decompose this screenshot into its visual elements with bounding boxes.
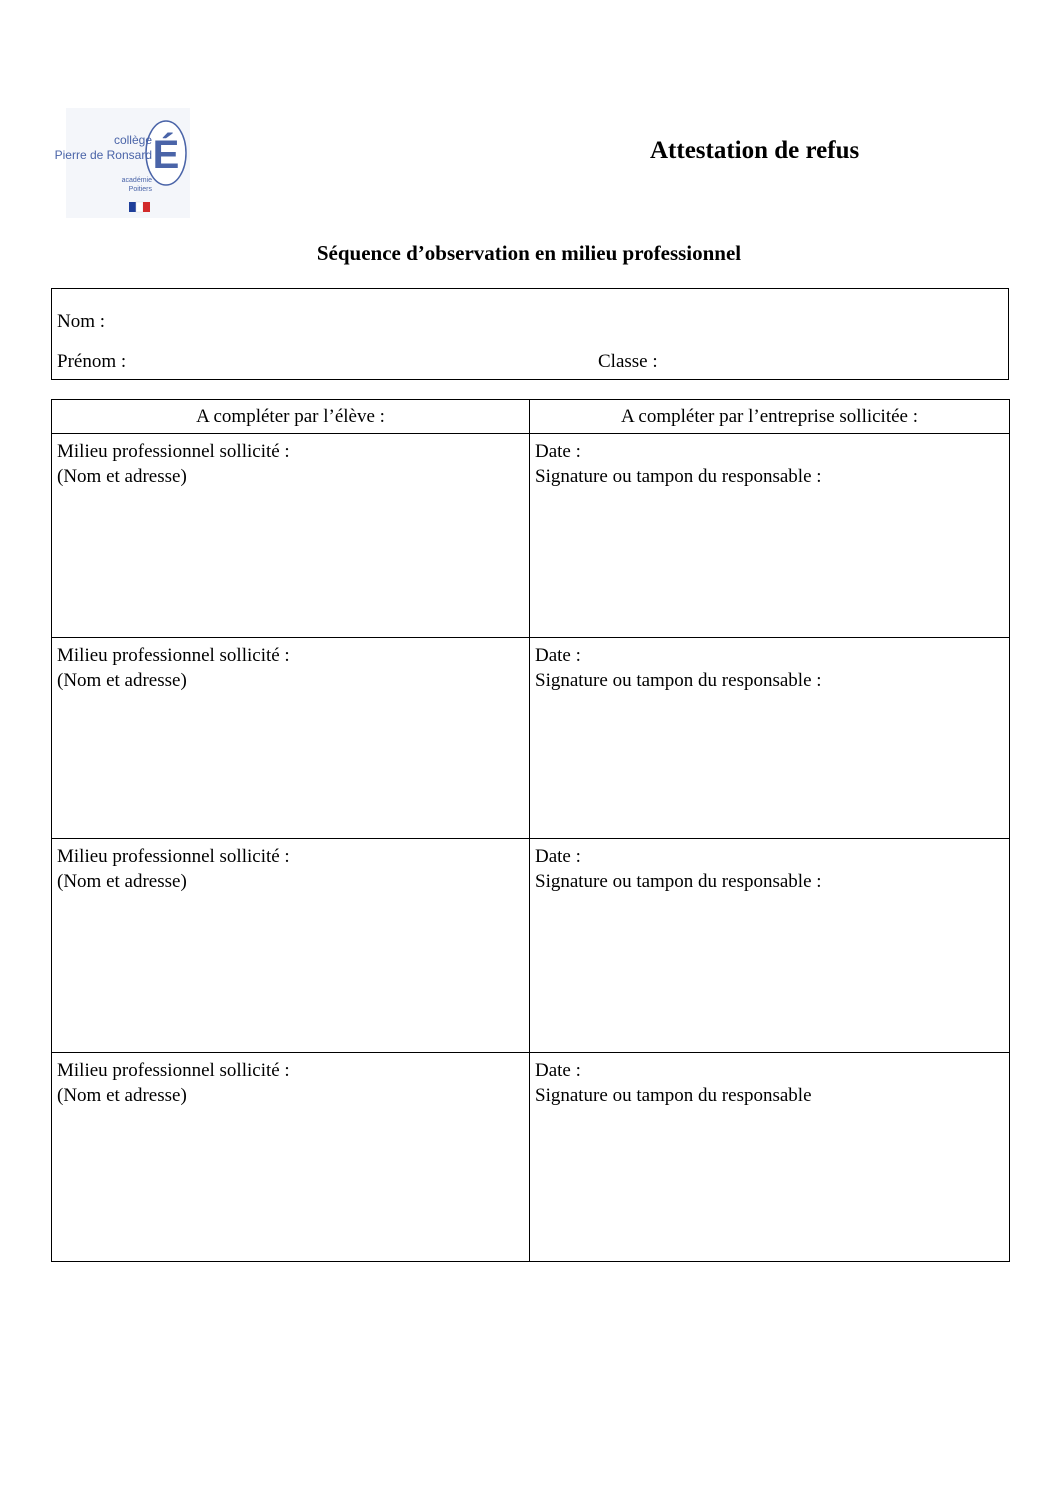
header-student: A compléter par l’élève : (52, 400, 530, 434)
company-signature-label: Signature ou tampon du responsable : (535, 670, 822, 691)
classe-label: Classe : (598, 351, 658, 372)
student-cell[interactable] (52, 839, 530, 1053)
student-cell-hint: (Nom et adresse) (57, 871, 187, 892)
company-cell[interactable] (530, 638, 1010, 839)
company-date-label: Date : (535, 645, 581, 666)
college-logo-graphic (54, 108, 190, 218)
company-signature-label: Signature ou tampon du responsable : (535, 466, 822, 487)
company-cell[interactable] (530, 434, 1010, 638)
company-cell[interactable] (530, 1053, 1010, 1262)
nom-label: Nom : (57, 311, 106, 332)
college-logo (54, 108, 190, 218)
student-cell[interactable] (52, 434, 530, 638)
refusal-table (51, 399, 1010, 1262)
logo-letter: É (152, 133, 180, 177)
company-date-label: Date : (535, 846, 581, 867)
student-cell-label: Milieu professionnel sollicité : (57, 645, 290, 666)
logo-line-poitiers: Poitiers (128, 186, 152, 193)
logo-line-school-name: Pierre de Ronsard (54, 148, 152, 162)
table-row (52, 1053, 1010, 1262)
prenom-label: Prénom : (57, 351, 127, 372)
company-signature-label: Signature ou tampon du responsable (535, 1085, 812, 1106)
student-cell-label: Milieu professionnel sollicité : (57, 441, 290, 462)
company-cell[interactable] (530, 839, 1010, 1053)
student-identity-box (51, 288, 1009, 380)
student-cell[interactable] (52, 1053, 530, 1262)
document-subtitle: Séquence d’observation en milieu professionnel (316, 241, 742, 265)
company-date-label: Date : (535, 441, 581, 462)
header-company: A compléter par l’entreprise sollicitée : (530, 400, 1010, 434)
logo-line-academie: académie (121, 177, 152, 184)
student-cell-label: Milieu professionnel sollicité : (57, 1060, 290, 1081)
logo-line-college: collège (113, 133, 152, 147)
table-row (52, 638, 1010, 839)
company-signature-label: Signature ou tampon du responsable : (535, 871, 822, 892)
french-flag-icon (129, 202, 150, 212)
student-cell-hint: (Nom et adresse) (57, 466, 187, 487)
student-cell-label: Milieu professionnel sollicité : (57, 846, 290, 867)
student-cell-hint: (Nom et adresse) (57, 1085, 187, 1106)
student-cell[interactable] (52, 638, 530, 839)
student-cell-hint: (Nom et adresse) (57, 670, 187, 691)
table-row (52, 839, 1010, 1053)
document-title: Attestation de refus (650, 137, 860, 164)
company-date-label: Date : (535, 1060, 581, 1081)
table-header-row (52, 400, 1010, 434)
table-row (52, 434, 1010, 638)
